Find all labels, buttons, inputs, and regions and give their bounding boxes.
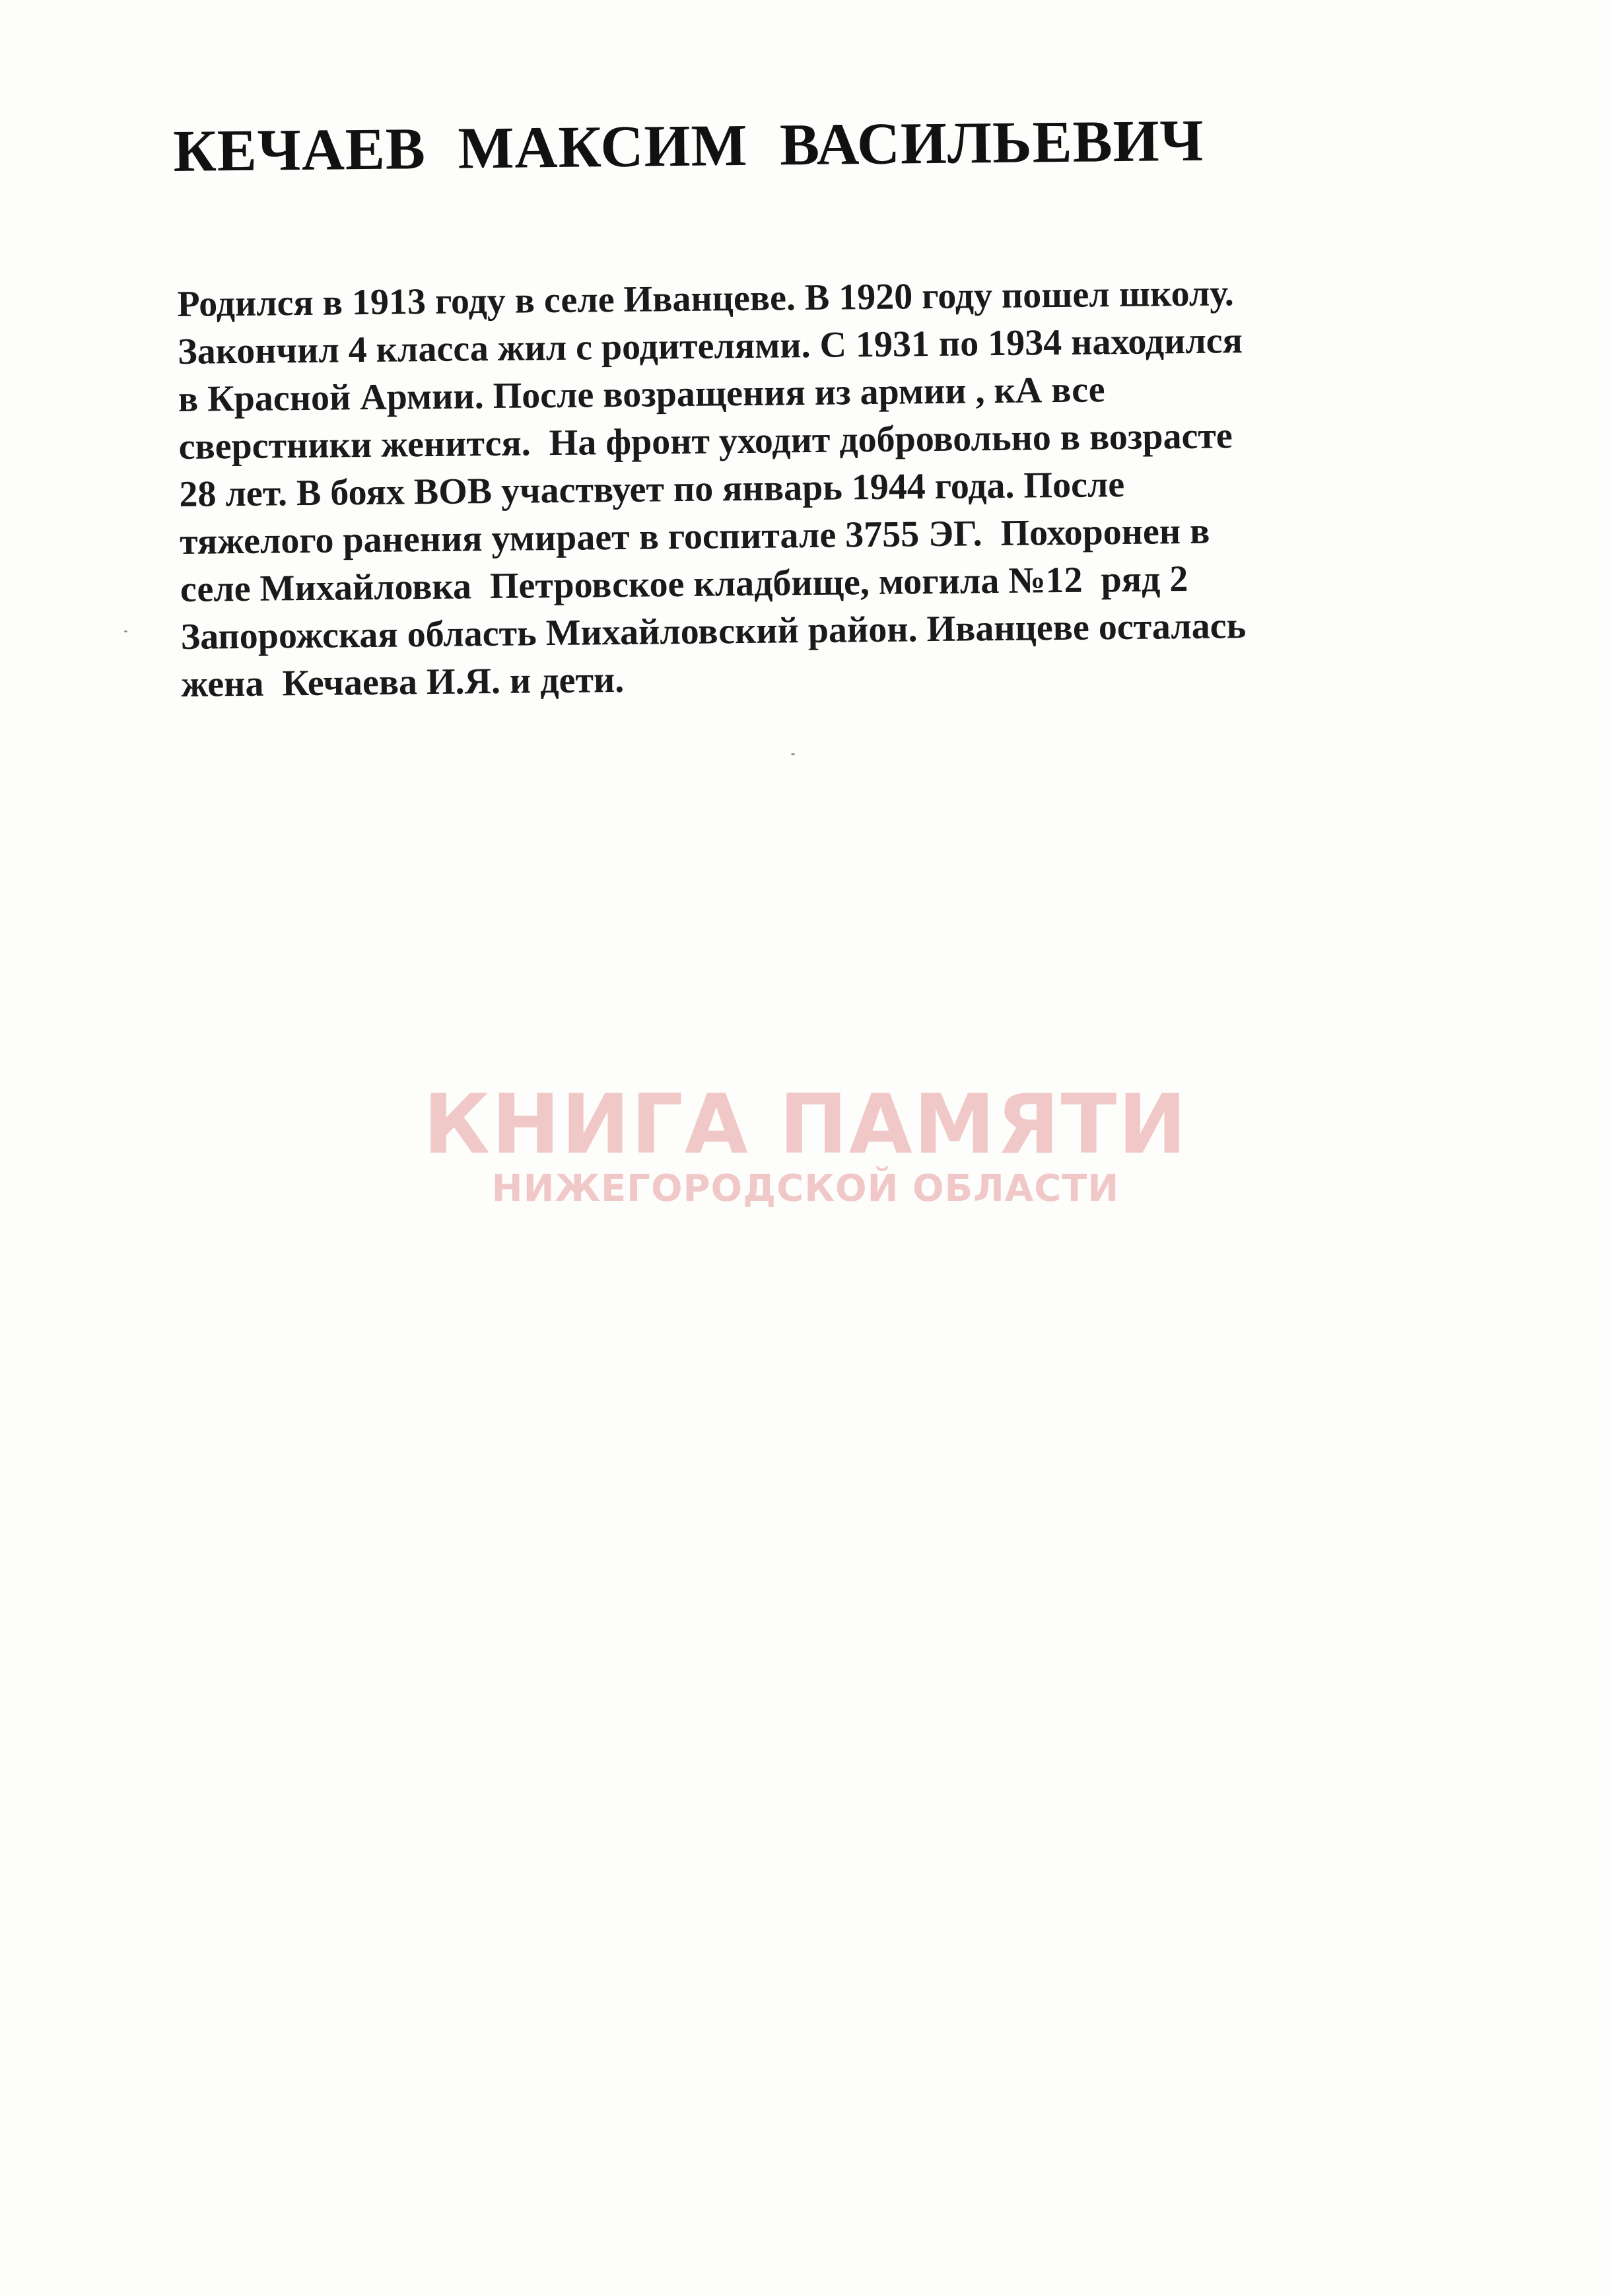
biography-line: 28 лет. В боях ВОВ участвует по январь 1944 года. После	[179, 463, 1125, 515]
biography-line: тяжелого ранения умирает в госпитале 3755 ЭГ. Похоронен в	[179, 510, 1210, 562]
biography-line: жена Кечаева И.Я. и дети.	[181, 659, 625, 705]
biography-line: в Красной Армии. После возращения из армии , кА все	[178, 369, 1105, 420]
person-name-title: КЕЧАЕВ МАКСИМ ВАСИЛЬЕВИЧ	[172, 108, 1205, 184]
biography-line: Запорожская область Михайловский район. Иванцеве осталась	[180, 605, 1247, 658]
biography-text	[177, 267, 1502, 708]
paper-speck	[791, 753, 795, 755]
biography-line: Родился в 1913 году в селе Иванцеве. В 1920 году пошел школу.	[177, 273, 1234, 325]
paper-speck	[124, 630, 127, 632]
biography-line: Закончил 4 класса жил с родителями. С 1931 по 1934 находился	[177, 320, 1243, 372]
biography-line: сверстники женится. На фронт уходит добровольно в возрасте	[178, 415, 1233, 467]
biography-line: селе Михайловка Петровское кладбище, могила №12 ряд 2	[180, 558, 1188, 610]
watermark-title: КНИГА ПАМЯТИ	[423, 1077, 1188, 1172]
watermark-subtitle: НИЖЕГОРОДСКОЙ ОБЛАСТИ	[491, 1167, 1120, 1210]
